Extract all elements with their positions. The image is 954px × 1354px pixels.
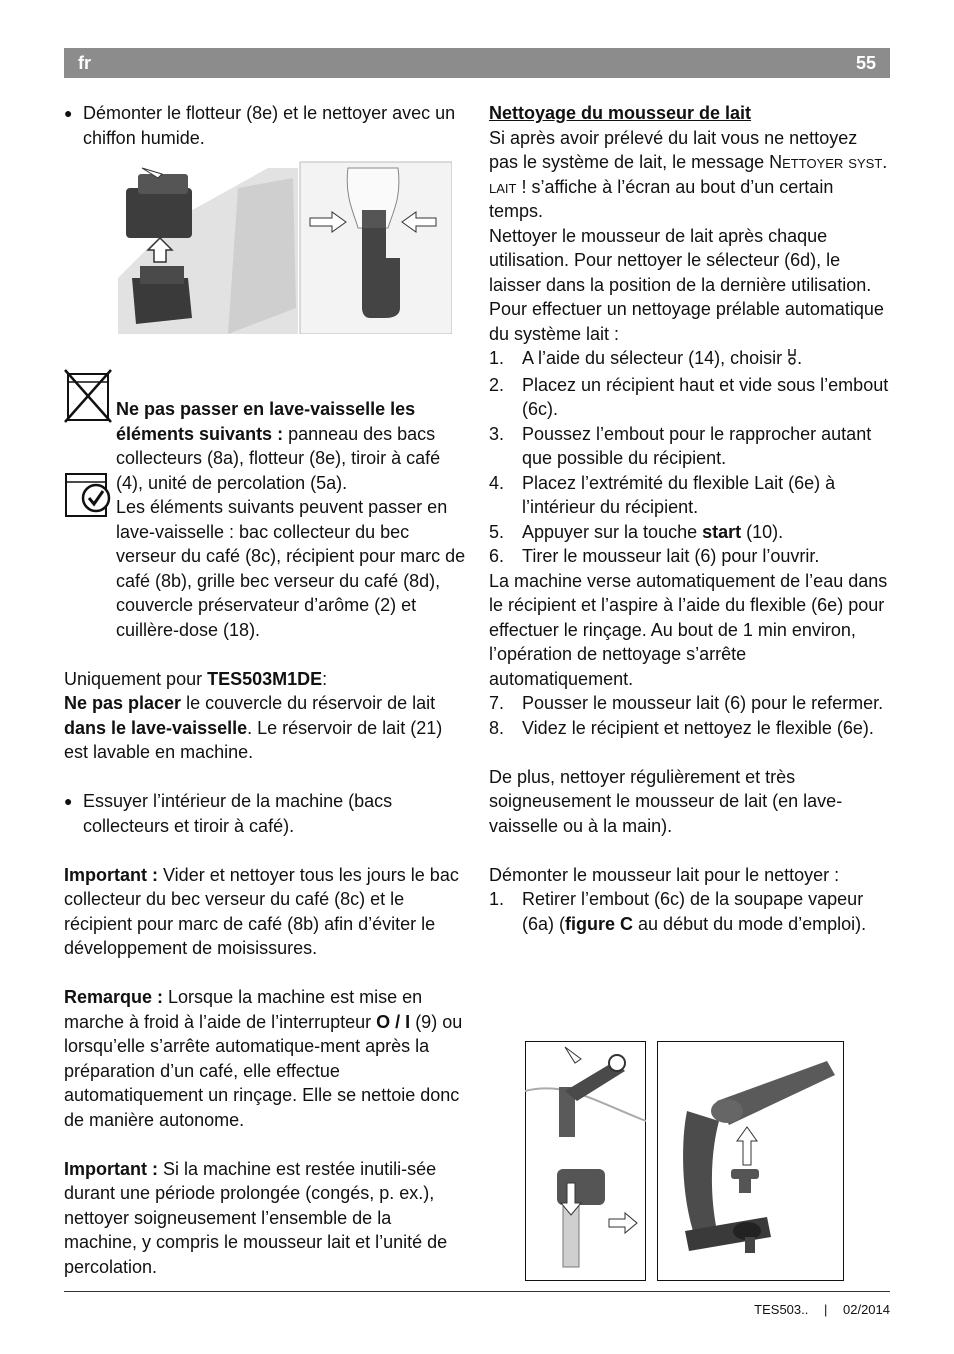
frother-nozzle-figure — [657, 1041, 844, 1281]
step-7: 7. Pousser le mousseur lait (6) pour le refermer. — [489, 693, 884, 713]
regular-clean-paragraph: De plus, nettoyer régulièrement et très soigneusement le mousseur de lait (en lave-vaisselle ou à la main). — [489, 766, 843, 836]
step-8: 8. Videz le récipient et nettoyez le flexible (6e). — [489, 717, 874, 738]
dishwasher-safe-icon — [64, 470, 112, 518]
paragraph-after-use: Nettoyer le mousseur de lait après chaque utilisation. Pour nettoyer le sélecteur (6d), le laisser dans la position de la dernière utilisation. — [489, 225, 872, 295]
page-header — [64, 48, 890, 78]
important-2: Important : Si la machine est restée inutili-sée durant une période prolongée (congés, p. ex.), nettoyer soigneusement l’ensemble de la machine, y compris le mousseur lait et l’unité de percolation. — [64, 1158, 448, 1277]
page-number: 55 — [855, 53, 876, 73]
step-5: 5. Appuyer sur la touche start (10). — [489, 521, 784, 542]
disassemble-step-1: 1. Retirer l’embout (6c) de la soupape vapeur (6a) (figure C au début du mode d’emploi). — [489, 889, 867, 934]
remark: Remarque : Lorsque la machine est mise en marche à froid à l’aide de l’interrupteur O / I (9) ou lorsqu’elle s’arrête automatique-ment après la préparation d’un café, elle effectue automatiquement un rinçage. Elle se nettoie donc de manière autonome. — [64, 987, 463, 1130]
step-1: 1. A l’aide du sélecteur (14), choisir . — [489, 346, 891, 373]
footer-model: TES503.. — [754, 1302, 809, 1317]
section-title: Nettoyage du mousseur de lait — [489, 103, 752, 123]
switch-label: O / I — [376, 1011, 411, 1032]
footer-rule — [64, 1291, 890, 1292]
step-2: 2. Placez un récipient haut et vide sous l’embout (6c). — [489, 374, 889, 419]
milk-tank-note: Ne pas placer le couvercle du réservoir de lait dans le lave-vaisselle. Le réservoir de lait (21) est lavable en machine. — [64, 693, 443, 762]
dishwasher-note — [64, 397, 466, 642]
step-3: 3. Poussez l’embout pour le rapprocher autant que possible du récipient. — [489, 423, 872, 468]
right-column — [489, 101, 891, 936]
language-label: fr — [78, 53, 91, 73]
disassemble-intro: Démonter le mousseur lait pour le nettoyer : — [489, 864, 840, 885]
no-dishwasher-icon — [64, 368, 112, 424]
rinse-paragraph: La machine verse automatiquement de l’eau dans le récipient et l’aspire à l’aide du flexible (6e) pour effectuer le rinçage. Au bout de 1 min environ, l’opération de nettoyage s’arrête automatiquement. — [489, 570, 888, 689]
step-6: 6. Tirer le mousseur lait (6) pour l’ouvrir. — [489, 546, 820, 566]
float-figure — [118, 158, 452, 334]
no-dishwasher-text: panneau des bacs collecteurs (8a), flotteur (8e), tiroir à café (4), unité de percolation (5a). — [116, 423, 441, 493]
ok-dishwasher-text: Les éléments suivants peuvent passer en lave-vaisselle : bac collecteur du bec verseur du café (8c), récipient pour marc de café (8b), grille bec verseur du café (8d), couvercle préservateur d’arôme (2) et cuillère-dose (18). — [116, 497, 466, 640]
bullet-wipe: ● Essuyer l’intérieur de la machine (bacs collecteurs et tiroir à café). — [64, 789, 466, 838]
bullet-float: ● Démonter le flotteur (8e) et le nettoyer avec un chiffon humide. — [64, 101, 466, 150]
footer-date: 02/2014 — [843, 1302, 890, 1317]
important-1: Important : Vider et nettoyer tous les jours le bac collecteur du bec verseur du café (8c) et le récipient pour marc de café (8b) afin d’éviter le développement de moisissures. — [64, 864, 459, 958]
frother-removal-figure — [525, 1041, 646, 1281]
paragraph-prerinse: Pour effectuer un nettoyage prélable automatique du système lait : — [489, 299, 884, 344]
display-message: Nettoyer syst. lait ! — [489, 152, 888, 197]
footer — [754, 1298, 890, 1323]
only-for-model: Uniquement pour TES503M1DE: — [64, 668, 328, 689]
footer-separator: | — [823, 1302, 828, 1317]
no-dishwasher-title: Ne pas passer en lave-vaisselle les éléments suivants : — [116, 399, 416, 444]
milk-symbol-icon — [787, 348, 797, 373]
intro-paragraph: Si après avoir prélevé du lait vous ne nettoyez pas le système de lait, le message Nettoyer syst. lait ! s’affiche à l’écran au bout d’un certain temps. — [489, 127, 888, 221]
step-4: 4. Placez l’extrémité du flexible Lait (6e) à l’intérieur du récipient. — [489, 472, 836, 517]
model-name: TES503M1DE — [207, 668, 323, 689]
